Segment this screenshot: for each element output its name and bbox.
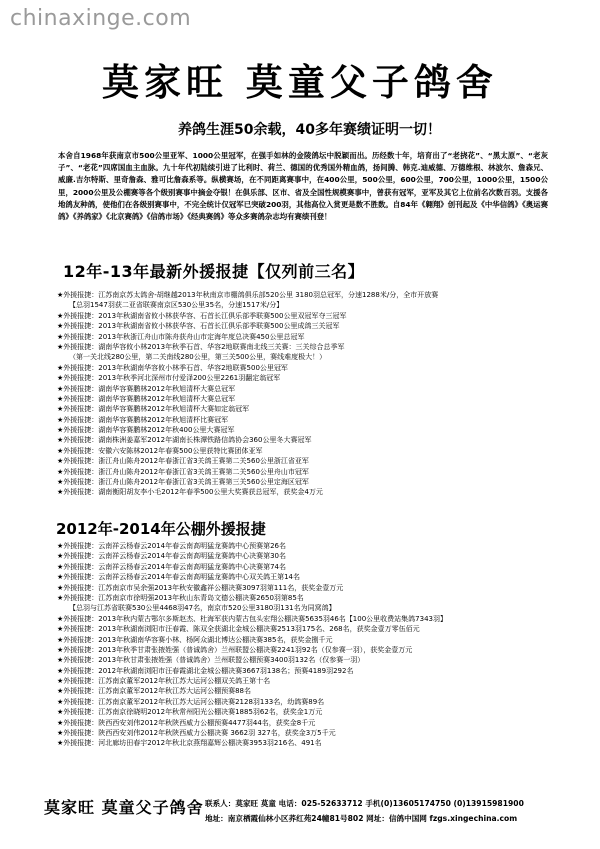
list-item: ★外援报捷：湖南华容攸小林2013年秋季石首、华容2地联赛南北线三关赛：三关综合总季军 [57, 342, 345, 351]
list-item: ★外援报捷：2013年秋浙江舟山市陈舟获舟山市定海年度总决赛450公里总冠军 [57, 332, 305, 341]
section1-list [57, 290, 557, 498]
list-item: ★外援报捷：江苏南京市吴余强2013年秋安徽鑫祥公棚决赛3097羽第111名，获奖金壹万元 [57, 583, 344, 592]
list-item: ★外援报捷：2013年秋季河北深州市付爱泽200公里2261羽翻定翁冠军 [57, 374, 281, 383]
list-item: ★外援报捷：湖南华容赛鹏林2012年秋旭清杯大赛总冠军 [57, 394, 236, 403]
list-item: ★外援报捷：云南祥云杨春云2014年春云南高明猛龙赛鸽中心双关鸽王第14名 [57, 573, 300, 582]
section1-heading: 12年-13年最新外援报捷【仅列前三名】 [63, 262, 365, 281]
list-item: ★外援报捷：安徽六安陈林2012年春赛500公里获特比赛团体亚军 [57, 446, 263, 455]
list-item: ★外援报捷：陕西西安刘伟2012年秋陕西威力公棚决赛 3662羽 327名，获奖金3万5千元 [57, 729, 336, 738]
list-item: ★外援报捷：云南祥云杨春云2014年春云南高明猛龙赛鸽中心决赛第74名 [57, 562, 286, 571]
list-item: 【总羽1547羽获二亚省联赛南京区530公里35名，分速1517米/分】 [69, 301, 284, 310]
footer-contact-line2: 地址：南京栖霞仙林小区荞红苑24幢81号802 网址：信鸽中国网 fzgs.xingechina.com [205, 814, 518, 823]
intro-paragraph: 本舍自1968年获南京市500公里亚军、1000公里冠军，在强手如林的金陵鸽坛中脱颖而出。历经数十年，培育出了“老挠花”、“黑太原”、“老灰子”、“老花”四席国血主血脉。九十年代初陆续引进了比利时、荷兰、德国的优秀国外精血鸽，扬间腾、韩克.迪威德、万德维根、林波尔、詹森兄、威廉.吉尔特斯、里奇詹森、雅可比詹森系等。纵横赛场，在不同距离赛事中，在400公里，500公里，600公里，700公里，1000公里，1500公里，2000公里及公棚赛等各个级别赛事中摘金夺银！在俱乐部、区市、省及全国性规模赛事中，曾获有冠军，亚军及其它上位前名次数百羽。支援各地鸽友种鸽，使他们在各级别赛事中，不完全统计仅冠军已突破200羽，其他高位入赏更是数不胜数。自84年《翱翔》创刊起及《中华信鸽》《奥运赛鸽》《养鸽家》《北京赛鸽》《信鸽市场》《经典赛鸽》等众多赛鸽杂志均有赛绩刊登！ [58, 151, 548, 222]
list-item: ★外援报捷：湖南衡阳胡友李小毛2012年春季500公里大奖赛获总冠军，获奖金4万元 [57, 488, 323, 497]
slogan: 养鸽生涯50余载，40多年赛绩证明一切！ [178, 122, 441, 138]
list-item: ★外援报捷：湖南华容赛鹏林2012年秋400公里大赛冠军 [57, 426, 235, 435]
list-item: ★外援报捷：2013年秋湖南省攸小林获华容、石首长江俱乐部季联赛500公里双冠军夺三冠军 [57, 311, 347, 320]
section2-heading: 2012年-2014年公棚外援报捷 [56, 520, 266, 538]
list-item: ★外援报捷：云南祥云杨春云2014年春云南高明猛龙赛鸽中心预赛第26名 [57, 542, 286, 550]
list-item: ★外援报捷：江苏南京苏太鸽舍-胡继越2013年秋南京市棚鸽俱乐部520公里 3180羽总冠军，分速1288米/分，全市开放赛 [57, 291, 439, 299]
list-item: ★外援报捷：2012年秋湖南浏阳市汪春霞湖北金城公棚决赛3667羽138名；预赛4189羽292名 [57, 666, 354, 675]
list-item: ★外援报捷：浙江舟山陈舟2012年春浙江省3关鸽王赛第三关560公里定海区冠军 [57, 478, 309, 487]
list-item: ★外援报捷：浙江舟山陈舟2012年春浙江省3关鸽王赛第二关560公里浙江省亚军 [57, 457, 309, 466]
list-item: ★外援报捷：河北廊坊田春宇2012年秋北京燕翔嘉辉公棚决赛3953羽216名、491名 [57, 739, 322, 748]
list-item: 【总羽与江苏省联赛530公里4468羽47名，南京市520公里3180羽131名为同窝鸽】 [69, 604, 336, 613]
footer-contact-line1: 联系人：莫家旺 莫童 电话：025-52633712 手机(0)13605174750 (0)13915981900 [205, 799, 524, 808]
list-item: ★外援报捷：浙江舟山陈舟2012年春浙江省3关鸽王赛第二关560公里舟山市冠军 [57, 467, 309, 476]
list-item: ★外援报捷：陕西西安刘伟2012年秋陕西威力公棚预赛4477羽44名，获奖金8千元 [57, 718, 316, 727]
list-item: ★外援报捷：江苏南京市徐明强2013年秋山东青岛文德公棚决赛2650羽第85名 [57, 593, 304, 602]
list-item: （第一关北线280公里，第二关南线280公里，第三关500公里，赛线难度极大！） [69, 353, 327, 362]
list-item: ★外援报捷：2013年秋湖南浏阳市汪春霞、陈双全获湖北金城公棚决赛2513羽175名、268名，获奖金壹万零伍佰元 [57, 625, 420, 634]
list-item: ★外援报捷：湖南华容赛鹏林2012年秋旭清杯大赛如定翁冠军 [57, 405, 250, 414]
list-item: ★外援报捷：2013年秋内蒙古鄂尔多斯赵杰、杜海军获内蒙古包头宏翔公棚决赛5635羽46名【100公里收费站集鸽7343羽】 [57, 614, 447, 623]
brand-title: 莫家旺 莫童父子鸽舍 [102, 60, 498, 104]
list-item: ★外援报捷：湖南华容赛鹏林2012年秋旭清杯比赛冠军 [57, 415, 229, 424]
site-watermark: chinaxinge.com [10, 6, 192, 31]
list-item: ★外援报捷：湖南株洲姜嘉军2012年湖南长株潭铁路信鸽协会360公里冬大赛冠军 [57, 436, 312, 445]
list-item: ★外援报捷：江苏南京徐晓明2012年秋常州阳光公棚决赛1885羽62名，获奖金1万元 [57, 708, 323, 717]
list-item: ★外援报捷：江苏南京董军2012年秋江苏大运河公棚双关鸽王第十名 [57, 677, 271, 686]
list-item: ★外援报捷：2013年秋甘肃张掖姓强（普诚鸽舍）兰州联盟公棚预赛3400羽132名（仅参赛一羽） [57, 656, 365, 665]
footer-brand: 莫家旺 莫童父子鸽舍 [44, 798, 204, 817]
list-item: ★外援报捷：江苏南京董军2012年秋江苏大运河公棚预赛88名 [57, 687, 251, 696]
list-item: ★外援报捷：湖南华容赛鹏林2012年秋旭清杯大赛总冠军 [57, 384, 236, 393]
list-item: ★外援报捷：2013年秋湖南省攸小林获华容、石首长江俱乐部季联赛500公里成鸽三关冠军 [57, 322, 340, 331]
list-item: ★外援报捷：2013年秋湖南华容攸小林季石首、华容2地联赛500公里冠军 [57, 363, 288, 372]
list-item: ★外援报捷：2013年秋季甘肃张掖姓强（普诚鸽舍）兰州联盟公棚决赛2241羽92名（仅参赛一羽），获奖金壹万元 [57, 645, 413, 654]
list-item: ★外援报捷：江苏南京董军2012年秋江苏大运河公棚决赛2128羽133名，幼鸽赛89名 [57, 697, 325, 706]
section2-list [57, 541, 557, 749]
list-item: ★外援报捷：2013年秋湖南华容赛小林、杨阿众湖北博达公棚决赛385名，获奖金捌千元 [57, 635, 333, 644]
list-item: ★外援报捷：云南祥云杨春云2014年春云南高明猛龙赛鸽中心决赛第30名 [57, 552, 286, 561]
footer-contact [205, 796, 524, 826]
